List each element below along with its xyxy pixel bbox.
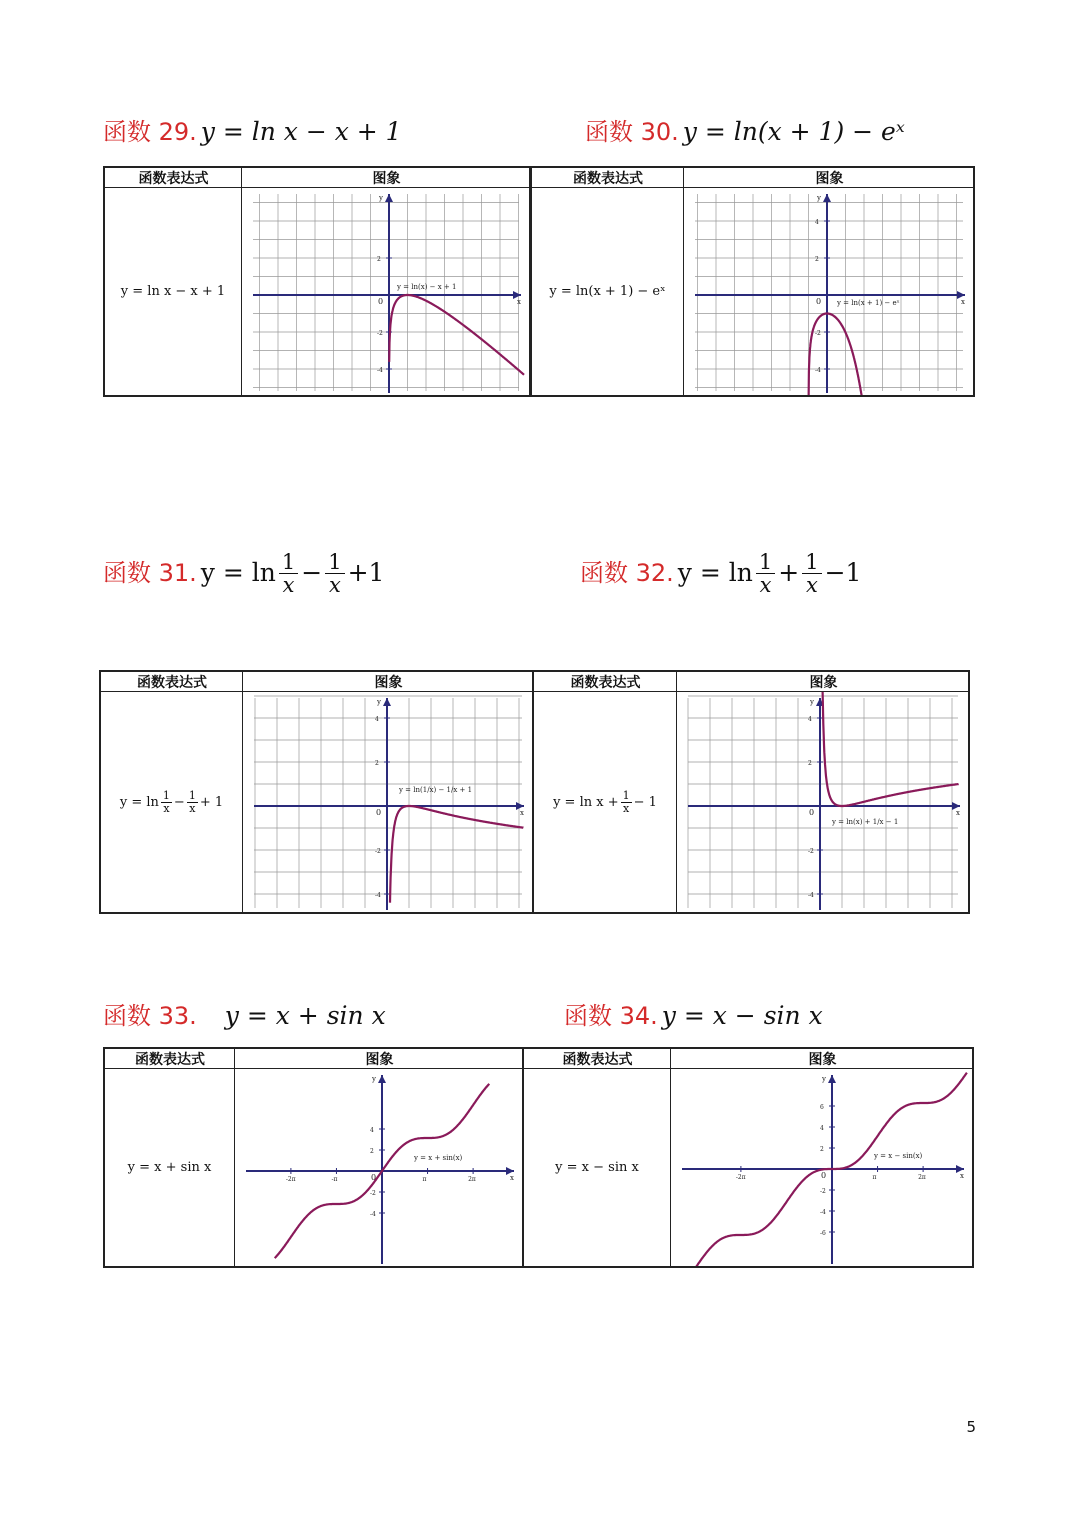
table-expression (534, 692, 676, 912)
table-function-31 (99, 670, 534, 914)
y-tick-label: 2 (808, 760, 812, 767)
curve-label: y = ln(x) + 1/x − 1 (832, 818, 899, 826)
function-formula (201, 551, 385, 596)
fraction (325, 551, 344, 596)
graph-svg (685, 188, 973, 395)
y-tick-label: 4 (808, 716, 812, 723)
table-expression: y = x + sin x (127, 1160, 212, 1175)
x-axis-label: x (517, 298, 521, 306)
curve-label: y = x − sin(x) (874, 1152, 923, 1160)
denominator: x (189, 801, 196, 815)
denominator: x (282, 572, 295, 597)
y-axis-label: y (377, 698, 381, 706)
function-label: 函数 31. (103, 559, 197, 587)
numerator: 1 (279, 551, 298, 574)
y-tick-label: 2 (375, 760, 379, 767)
x-axis-label: x (520, 809, 524, 817)
header-expression: 函数表达式 (105, 168, 242, 188)
function-formula (678, 551, 862, 596)
divider (234, 1049, 235, 1266)
divider (676, 672, 677, 912)
y-tick-label: -2 (815, 330, 821, 337)
y-tick-label: 4 (375, 716, 379, 723)
y-tick-label: 2 (815, 256, 819, 263)
x-tick-label: π (422, 1176, 427, 1183)
graph-function-31 (244, 692, 532, 912)
numerator: 1 (162, 788, 170, 802)
curve-label: y = ln(1/x) − 1/x + 1 (399, 786, 473, 794)
title-function-29 (103, 117, 402, 147)
page-number: 5 (966, 1418, 976, 1436)
origin-label: 0 (821, 1171, 827, 1180)
formula-part: + (778, 558, 800, 587)
x-axis-label: x (961, 298, 965, 306)
header-graph: 图象 (242, 168, 531, 188)
function-label: 函数 33. (103, 1002, 197, 1030)
fraction (802, 551, 821, 596)
function-label: 函数 30. (585, 118, 679, 146)
y-tick-label: -4 (377, 367, 383, 374)
table-function-30 (530, 166, 975, 397)
denominator: x (163, 801, 170, 815)
divider (683, 168, 684, 395)
curve-label: y = x + sin(x) (414, 1154, 463, 1162)
table-expression: y = ln x − x + 1 (120, 284, 226, 299)
function-formula: y = x − sin x (661, 1001, 823, 1030)
origin-label: 0 (816, 297, 822, 306)
curve-f29 (389, 295, 524, 375)
y-axis-arrow (823, 194, 831, 202)
graph-function-32 (678, 692, 968, 912)
origin-label: 0 (376, 808, 382, 817)
y-axis-label: y (372, 1075, 376, 1083)
formula-part: +1 (347, 558, 385, 587)
fraction (187, 790, 198, 815)
header-expression: 函数表达式 (105, 1049, 235, 1069)
table-expression: y = ln(x + 1) − eˣ (549, 284, 666, 299)
expr-part: + 1 (199, 794, 224, 810)
header-graph: 图象 (671, 1049, 974, 1069)
expr-part: − (173, 794, 185, 810)
y-tick-label: -4 (808, 892, 814, 899)
title-function-30 (585, 117, 905, 147)
graph-svg (244, 692, 532, 912)
y-tick-label: 4 (820, 1125, 824, 1132)
curve-f30 (809, 314, 863, 396)
fraction (279, 551, 298, 596)
y-tick-label: 2 (370, 1148, 374, 1155)
x-tick-label: -π (331, 1176, 338, 1183)
curve-f32 (823, 692, 959, 806)
header-graph: 图象 (684, 168, 975, 188)
header-graph: 图象 (677, 672, 970, 692)
function-formula: y = x + sin x (224, 1001, 386, 1030)
x-tick-label: -2π (285, 1176, 296, 1183)
header-expression: 函数表达式 (101, 672, 243, 692)
x-tick-label: 2π (918, 1174, 926, 1181)
numerator: 1 (622, 788, 630, 802)
function-formula: y = ln(x + 1) − eˣ (682, 117, 905, 146)
header-graph: 图象 (243, 672, 534, 692)
fraction (161, 790, 172, 815)
title-function-31 (103, 545, 384, 601)
title-function-33 (103, 1001, 386, 1031)
numerator: 1 (756, 551, 775, 574)
formula-part: y = ln (677, 558, 753, 587)
table-expression (101, 692, 242, 912)
y-tick-label: -2 (808, 848, 814, 855)
y-axis-label: y (379, 194, 383, 202)
y-tick-label: 4 (815, 219, 819, 226)
expr-part: − 1 (633, 794, 657, 810)
graph-function-29 (243, 188, 529, 395)
curve-f31 (390, 806, 523, 903)
y-tick-label: -4 (820, 1209, 826, 1216)
divider (670, 1049, 671, 1266)
header-expression: 函数表达式 (534, 672, 677, 692)
table-function-32 (532, 670, 970, 914)
numerator: 1 (188, 788, 196, 802)
y-axis-label: y (817, 194, 821, 202)
curve-label: y = ln(x + 1) − eˣ (837, 299, 900, 307)
y-axis-arrow (385, 194, 393, 202)
numerator: 1 (325, 551, 344, 574)
graph-function-33 (236, 1069, 522, 1266)
graph-svg (243, 188, 529, 395)
x-axis-label: x (956, 809, 960, 817)
y-tick-label: -2 (375, 848, 381, 855)
y-tick-label: 2 (377, 256, 381, 263)
y-tick-label: 6 (820, 1104, 824, 1111)
x-tick-label: π (872, 1174, 877, 1181)
denominator: x (759, 572, 772, 597)
x-tick-label: 2π (468, 1176, 476, 1183)
graph-svg (672, 1069, 972, 1266)
x-axis-label: x (960, 1172, 964, 1180)
y-axis-arrow (383, 698, 391, 706)
y-tick-label: -2 (370, 1190, 376, 1197)
function-label: 函数 34. (564, 1002, 658, 1030)
title-function-34 (564, 1001, 823, 1031)
origin-label: 0 (809, 808, 815, 817)
divider (241, 168, 242, 395)
y-tick-label: -4 (370, 1211, 376, 1218)
x-tick-label: -2π (735, 1174, 746, 1181)
denominator: x (328, 572, 341, 597)
function-label: 函数 29. (103, 118, 197, 146)
formula-part: y = ln (200, 558, 276, 587)
y-axis-arrow (828, 1075, 836, 1083)
table-expression: y = x − sin x (555, 1160, 639, 1175)
x-axis-label: x (510, 1174, 514, 1182)
y-axis-arrow (378, 1075, 386, 1083)
function-label: 函数 32. (580, 559, 674, 587)
header-expression: 函数表达式 (524, 1049, 671, 1069)
divider (242, 672, 243, 912)
y-tick-label: -2 (820, 1188, 826, 1195)
table-function-34 (522, 1047, 974, 1268)
function-formula: y = ln x − x + 1 (200, 117, 402, 146)
denominator: x (623, 801, 630, 815)
y-tick-label: -4 (815, 367, 821, 374)
graph-svg (236, 1069, 522, 1266)
denominator: x (805, 572, 818, 597)
y-tick-label: 4 (370, 1127, 374, 1134)
y-tick-label: -2 (377, 330, 383, 337)
numerator: 1 (802, 551, 821, 574)
y-tick-label: 2 (820, 1146, 824, 1153)
y-axis-label: y (822, 1075, 826, 1083)
graph-function-34 (672, 1069, 972, 1266)
graph-function-30 (685, 188, 973, 395)
fraction (756, 551, 775, 596)
fraction (621, 790, 632, 815)
curve-label: y = ln(x) − x + 1 (397, 283, 457, 291)
origin-label: 0 (378, 297, 384, 306)
table-function-29 (103, 166, 531, 397)
graph-svg (678, 692, 968, 912)
y-tick-label: -6 (820, 1230, 826, 1237)
expr-part: y = ln (119, 794, 159, 810)
y-tick-label: -4 (375, 892, 381, 899)
header-expression: 函数表达式 (532, 168, 684, 188)
origin-label: 0 (371, 1173, 377, 1182)
y-axis-label: y (810, 698, 814, 706)
header-graph: 图象 (235, 1049, 524, 1069)
formula-part: − (301, 558, 323, 587)
expr-part: y = ln x + (553, 794, 619, 810)
title-function-32 (580, 545, 861, 601)
formula-part: −1 (824, 558, 862, 587)
table-function-33 (103, 1047, 524, 1268)
